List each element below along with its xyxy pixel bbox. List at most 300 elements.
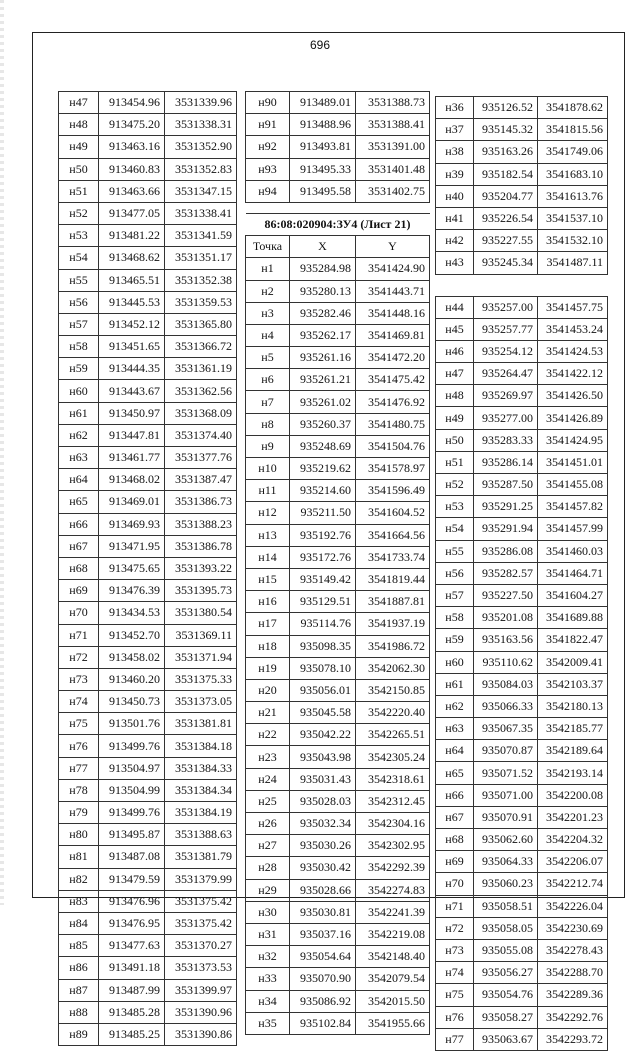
- point-label: н2: [246, 280, 290, 302]
- table-row: [436, 939, 608, 961]
- x-coordinate: 913450.97: [99, 402, 165, 424]
- point-label: н54: [436, 518, 474, 540]
- x-coordinate: 913454.96: [99, 92, 165, 114]
- spacer-cell: [246, 202, 430, 213]
- x-coordinate: 913495.58: [290, 180, 356, 202]
- x-coordinate: 913495.33: [290, 158, 356, 180]
- x-coordinate: 935172.76: [290, 546, 356, 568]
- block-gap: [436, 274, 608, 296]
- point-label: н63: [59, 447, 99, 469]
- point-label: н62: [436, 695, 474, 717]
- y-coordinate: 3541451.01: [538, 451, 608, 473]
- x-coordinate: 935182.54: [474, 163, 538, 185]
- x-coordinate: 935291.25: [474, 496, 538, 518]
- point-label: н71: [436, 895, 474, 917]
- table-row: [436, 917, 608, 939]
- table-row: [246, 1012, 430, 1034]
- table-row: [59, 557, 237, 579]
- table-row: [246, 857, 430, 879]
- point-label: н89: [59, 1023, 99, 1045]
- x-coordinate: 935145.32: [474, 119, 538, 141]
- table-row: [246, 657, 430, 679]
- block-title-row: [246, 213, 430, 235]
- column-header: Y: [356, 236, 430, 258]
- x-coordinate: 935078.10: [290, 657, 356, 679]
- x-coordinate: 935287.50: [474, 474, 538, 496]
- table-row: [436, 740, 608, 762]
- table-row: [59, 535, 237, 557]
- table-row: [59, 735, 237, 757]
- table-row: [246, 391, 430, 413]
- table-row: [59, 957, 237, 979]
- y-coordinate: 3531384.33: [165, 757, 237, 779]
- table-row: [59, 380, 237, 402]
- y-coordinate: 3541613.76: [538, 185, 608, 207]
- y-coordinate: 3541955.66: [356, 1012, 430, 1034]
- table-row: [436, 385, 608, 407]
- y-coordinate: 3541443.71: [356, 280, 430, 302]
- y-coordinate: 3531390.86: [165, 1023, 237, 1045]
- point-label: н51: [59, 180, 99, 202]
- point-label: н8: [246, 413, 290, 435]
- x-coordinate: 935028.03: [290, 790, 356, 812]
- x-coordinate: 935264.47: [474, 363, 538, 385]
- table-row: [246, 813, 430, 835]
- y-coordinate: 3541424.90: [356, 258, 430, 280]
- x-coordinate: 935163.26: [474, 141, 538, 163]
- x-coordinate: 913463.66: [99, 180, 165, 202]
- point-label: н10: [246, 458, 290, 480]
- point-label: н70: [436, 873, 474, 895]
- y-coordinate: 3541878.62: [538, 97, 608, 119]
- x-coordinate: 935032.34: [290, 813, 356, 835]
- y-coordinate: 3542062.30: [356, 657, 430, 679]
- table-row: [246, 613, 430, 635]
- point-label: н50: [436, 429, 474, 451]
- table-row: [246, 702, 430, 724]
- y-coordinate: 3531393.22: [165, 557, 237, 579]
- y-coordinate: 3542009.41: [538, 651, 608, 673]
- x-coordinate: 913450.73: [99, 691, 165, 713]
- x-coordinate: 935257.77: [474, 318, 538, 340]
- table-row: [436, 496, 608, 518]
- y-coordinate: 3531388.41: [356, 114, 430, 136]
- y-coordinate: 3531388.63: [165, 824, 237, 846]
- point-label: н7: [246, 391, 290, 413]
- x-coordinate: 913499.76: [99, 735, 165, 757]
- x-coordinate: 935031.43: [290, 768, 356, 790]
- point-label: н55: [436, 540, 474, 562]
- point-label: н66: [436, 784, 474, 806]
- x-coordinate: 935058.05: [474, 917, 538, 939]
- y-coordinate: 3541689.88: [538, 607, 608, 629]
- y-coordinate: 3541733.74: [356, 546, 430, 568]
- table-row: [436, 429, 608, 451]
- x-coordinate: 935063.67: [474, 1028, 538, 1050]
- table-row: [436, 1006, 608, 1028]
- x-coordinate: 913475.65: [99, 557, 165, 579]
- table-row: [436, 762, 608, 784]
- table-row: [59, 447, 237, 469]
- y-coordinate: 3542305.24: [356, 746, 430, 768]
- y-coordinate: 3541532.10: [538, 230, 608, 252]
- point-label: н26: [246, 813, 290, 835]
- y-coordinate: 3541683.10: [538, 163, 608, 185]
- y-coordinate: 3531338.41: [165, 202, 237, 224]
- table-row: [246, 790, 430, 812]
- y-coordinate: 3542293.72: [538, 1028, 608, 1050]
- table-row: [59, 912, 237, 934]
- y-coordinate: 3542189.64: [538, 740, 608, 762]
- y-coordinate: 3541887.81: [356, 591, 430, 613]
- point-label: н72: [59, 646, 99, 668]
- table-row: [436, 207, 608, 229]
- y-coordinate: 3531374.40: [165, 424, 237, 446]
- y-coordinate: 3531401.48: [356, 158, 430, 180]
- table-row: [59, 646, 237, 668]
- y-coordinate: 3531375.42: [165, 890, 237, 912]
- x-coordinate: 935110.62: [474, 651, 538, 673]
- y-coordinate: 3531399.97: [165, 979, 237, 1001]
- point-label: н28: [246, 857, 290, 879]
- x-coordinate: 913451.65: [99, 336, 165, 358]
- table-row: [436, 651, 608, 673]
- table-row: [246, 114, 430, 136]
- point-label: н74: [436, 962, 474, 984]
- y-coordinate: 3531390.96: [165, 1001, 237, 1023]
- y-coordinate: 3541937.19: [356, 613, 430, 635]
- point-label: н79: [59, 802, 99, 824]
- y-coordinate: 3542212.74: [538, 873, 608, 895]
- point-label: н24: [246, 768, 290, 790]
- x-coordinate: 935030.26: [290, 835, 356, 857]
- y-coordinate: 3541424.53: [538, 340, 608, 362]
- point-label: н69: [59, 580, 99, 602]
- table-row: [59, 979, 237, 1001]
- point-label: н52: [59, 202, 99, 224]
- x-coordinate: 935284.98: [290, 258, 356, 280]
- point-label: н4: [246, 324, 290, 346]
- point-label: н44: [436, 296, 474, 318]
- x-coordinate: 935261.16: [290, 347, 356, 369]
- point-label: н69: [436, 851, 474, 873]
- y-coordinate: 3531381.79: [165, 846, 237, 868]
- y-coordinate: 3531384.18: [165, 735, 237, 757]
- point-label: н91: [246, 114, 290, 136]
- y-coordinate: 3541664.56: [356, 524, 430, 546]
- table-row: [59, 402, 237, 424]
- point-label: н76: [436, 1006, 474, 1028]
- point-label: н71: [59, 624, 99, 646]
- point-label: н9: [246, 435, 290, 457]
- point-label: н73: [59, 668, 99, 690]
- table-row: [436, 252, 608, 274]
- y-coordinate: 3541460.03: [538, 540, 608, 562]
- table-row: [59, 802, 237, 824]
- point-label: н21: [246, 702, 290, 724]
- point-label: н32: [246, 946, 290, 968]
- y-coordinate: 3542220.40: [356, 702, 430, 724]
- y-coordinate: 3542278.43: [538, 939, 608, 961]
- point-label: н86: [59, 957, 99, 979]
- point-label: н60: [436, 651, 474, 673]
- x-coordinate: 935245.34: [474, 252, 538, 274]
- point-label: н65: [436, 762, 474, 784]
- x-coordinate: 913468.02: [99, 469, 165, 491]
- point-label: н20: [246, 679, 290, 701]
- point-label: н22: [246, 724, 290, 746]
- table-row: [246, 746, 430, 768]
- y-coordinate: 3541578.97: [356, 458, 430, 480]
- x-coordinate: 935291.94: [474, 518, 538, 540]
- y-coordinate: 3541480.75: [356, 413, 430, 435]
- y-coordinate: 3541819.44: [356, 568, 430, 590]
- point-label: н15: [246, 568, 290, 590]
- y-coordinate: 3531362.56: [165, 380, 237, 402]
- point-label: н76: [59, 735, 99, 757]
- x-coordinate: 935248.69: [290, 435, 356, 457]
- coordinates-table-2: [245, 91, 430, 1035]
- point-label: н56: [436, 562, 474, 584]
- table-row: [246, 835, 430, 857]
- block-gap: [246, 202, 430, 213]
- x-coordinate: 935219.62: [290, 458, 356, 480]
- table-row: [59, 313, 237, 335]
- point-label: н81: [59, 846, 99, 868]
- x-coordinate: 913477.63: [99, 935, 165, 957]
- point-label: н75: [436, 984, 474, 1006]
- x-coordinate: 913471.95: [99, 535, 165, 557]
- y-coordinate: 3531361.19: [165, 358, 237, 380]
- y-coordinate: 3531339.96: [165, 92, 237, 114]
- point-label: н68: [59, 557, 99, 579]
- coordinates-table-1: [58, 91, 237, 1046]
- table-row: [436, 119, 608, 141]
- y-coordinate: 3541426.89: [538, 407, 608, 429]
- table-row: [436, 451, 608, 473]
- x-coordinate: 935149.42: [290, 568, 356, 590]
- table-row: [246, 524, 430, 546]
- y-coordinate: 3542274.83: [356, 879, 430, 901]
- table-row: [59, 269, 237, 291]
- y-coordinate: 3541596.49: [356, 480, 430, 502]
- y-coordinate: 3531381.81: [165, 713, 237, 735]
- x-coordinate: 935045.58: [290, 702, 356, 724]
- table-row: [436, 806, 608, 828]
- table-row: [59, 868, 237, 890]
- point-label: н39: [436, 163, 474, 185]
- point-label: н29: [246, 879, 290, 901]
- x-coordinate: 913444.35: [99, 358, 165, 380]
- x-coordinate: 935030.42: [290, 857, 356, 879]
- table-row: [246, 968, 430, 990]
- table-row: [59, 1001, 237, 1023]
- point-label: н84: [59, 912, 99, 934]
- y-coordinate: 3542302.95: [356, 835, 430, 857]
- point-label: н59: [436, 629, 474, 651]
- point-label: н63: [436, 718, 474, 740]
- y-coordinate: 3542015.50: [356, 990, 430, 1012]
- x-coordinate: 935211.50: [290, 502, 356, 524]
- table-row: [246, 480, 430, 502]
- point-label: н14: [246, 546, 290, 568]
- y-coordinate: 3531380.54: [165, 602, 237, 624]
- point-label: н61: [59, 402, 99, 424]
- table-row: [59, 580, 237, 602]
- table-row: [436, 163, 608, 185]
- point-label: н51: [436, 451, 474, 473]
- x-coordinate: 935282.57: [474, 562, 538, 584]
- table-row: [246, 180, 430, 202]
- point-label: н66: [59, 513, 99, 535]
- x-coordinate: 935286.14: [474, 451, 538, 473]
- table-row: [246, 258, 430, 280]
- point-label: н37: [436, 119, 474, 141]
- table-row: [59, 114, 237, 136]
- x-coordinate: 913452.70: [99, 624, 165, 646]
- table-row: [246, 302, 430, 324]
- point-label: н16: [246, 591, 290, 613]
- y-coordinate: 3531377.76: [165, 447, 237, 469]
- x-coordinate: 913485.25: [99, 1023, 165, 1045]
- table-row: [59, 513, 237, 535]
- y-coordinate: 3541422.12: [538, 363, 608, 385]
- point-label: н87: [59, 979, 99, 1001]
- x-coordinate: 935055.08: [474, 939, 538, 961]
- x-coordinate: 935226.54: [474, 207, 538, 229]
- point-label: н85: [59, 935, 99, 957]
- table-row: [59, 713, 237, 735]
- table-row: [246, 369, 430, 391]
- table-row: [436, 607, 608, 629]
- table-row: [59, 202, 237, 224]
- x-coordinate: 913504.99: [99, 779, 165, 801]
- x-coordinate: 935071.00: [474, 784, 538, 806]
- x-coordinate: 935043.98: [290, 746, 356, 768]
- table-row: [246, 435, 430, 457]
- x-coordinate: 935129.51: [290, 591, 356, 613]
- point-label: н53: [436, 496, 474, 518]
- x-coordinate: 935056.27: [474, 962, 538, 984]
- x-coordinate: 935227.55: [474, 230, 538, 252]
- point-label: н45: [436, 318, 474, 340]
- table-row: [59, 846, 237, 868]
- y-coordinate: 3542241.39: [356, 901, 430, 923]
- table-row: [246, 679, 430, 701]
- point-label: н46: [436, 340, 474, 362]
- table-row: [436, 851, 608, 873]
- x-coordinate: 935286.08: [474, 540, 538, 562]
- point-label: н3: [246, 302, 290, 324]
- x-coordinate: 935227.50: [474, 584, 538, 606]
- y-coordinate: 3541469.81: [356, 324, 430, 346]
- x-coordinate: 935283.33: [474, 429, 538, 451]
- x-coordinate: 913493.81: [290, 136, 356, 158]
- y-coordinate: 3531379.99: [165, 868, 237, 890]
- point-label: н82: [59, 868, 99, 890]
- y-coordinate: 3542292.39: [356, 857, 430, 879]
- x-coordinate: 913452.12: [99, 313, 165, 335]
- x-coordinate: 913487.99: [99, 979, 165, 1001]
- y-coordinate: 3541426.50: [538, 385, 608, 407]
- y-coordinate: 3531369.11: [165, 624, 237, 646]
- table-row: [436, 141, 608, 163]
- table-row: [436, 695, 608, 717]
- point-label: н67: [59, 535, 99, 557]
- table-row: [436, 296, 608, 318]
- table-row: [436, 984, 608, 1006]
- table-row: [59, 291, 237, 313]
- block-title: 86:08:020904:ЗУ4 (Лист 21): [264, 217, 411, 232]
- point-label: н35: [246, 1012, 290, 1034]
- point-label: н54: [59, 247, 99, 269]
- y-coordinate: 3531386.78: [165, 535, 237, 557]
- y-coordinate: 3541604.27: [538, 584, 608, 606]
- point-label: н72: [436, 917, 474, 939]
- x-coordinate: 935071.52: [474, 762, 538, 784]
- table-row: [436, 185, 608, 207]
- y-coordinate: 3541472.20: [356, 347, 430, 369]
- y-coordinate: 3531373.05: [165, 691, 237, 713]
- x-coordinate: 913477.05: [99, 202, 165, 224]
- x-coordinate: 935060.23: [474, 873, 538, 895]
- point-label: н40: [436, 185, 474, 207]
- x-coordinate: 913475.20: [99, 114, 165, 136]
- point-label: н6: [246, 369, 290, 391]
- point-label: н61: [436, 673, 474, 695]
- x-coordinate: 935058.27: [474, 1006, 538, 1028]
- scan-edge: [0, 0, 4, 905]
- y-coordinate: 3531384.19: [165, 802, 237, 824]
- point-label: н80: [59, 824, 99, 846]
- column-header: X: [290, 236, 356, 258]
- point-label: н57: [59, 313, 99, 335]
- table-row: [436, 629, 608, 651]
- x-coordinate: 935098.35: [290, 635, 356, 657]
- y-coordinate: 3531388.23: [165, 513, 237, 535]
- point-label: н55: [59, 269, 99, 291]
- x-coordinate: 913461.77: [99, 447, 165, 469]
- y-coordinate: 3531375.42: [165, 912, 237, 934]
- y-coordinate: 3541455.08: [538, 474, 608, 496]
- x-coordinate: 935114.76: [290, 613, 356, 635]
- x-coordinate: 935261.02: [290, 391, 356, 413]
- y-coordinate: 3531365.80: [165, 313, 237, 335]
- y-coordinate: 3541815.56: [538, 119, 608, 141]
- point-label: н38: [436, 141, 474, 163]
- spacer-cell: [436, 274, 608, 296]
- y-coordinate: 3541476.92: [356, 391, 430, 413]
- x-coordinate: 913504.97: [99, 757, 165, 779]
- table-row: [436, 363, 608, 385]
- x-coordinate: 935064.33: [474, 851, 538, 873]
- y-coordinate: 3541986.72: [356, 635, 430, 657]
- x-coordinate: 935260.37: [290, 413, 356, 435]
- point-label: н67: [436, 806, 474, 828]
- x-coordinate: 935277.00: [474, 407, 538, 429]
- x-coordinate: 935086.92: [290, 990, 356, 1012]
- table-row: [59, 158, 237, 180]
- point-label: н68: [436, 829, 474, 851]
- x-coordinate: 913447.81: [99, 424, 165, 446]
- x-coordinate: 913469.93: [99, 513, 165, 535]
- y-coordinate: 3542219.08: [356, 923, 430, 945]
- point-label: н59: [59, 358, 99, 380]
- x-coordinate: 935070.91: [474, 806, 538, 828]
- y-coordinate: 3531391.00: [356, 136, 430, 158]
- point-label: н73: [436, 939, 474, 961]
- x-coordinate: 935042.22: [290, 724, 356, 746]
